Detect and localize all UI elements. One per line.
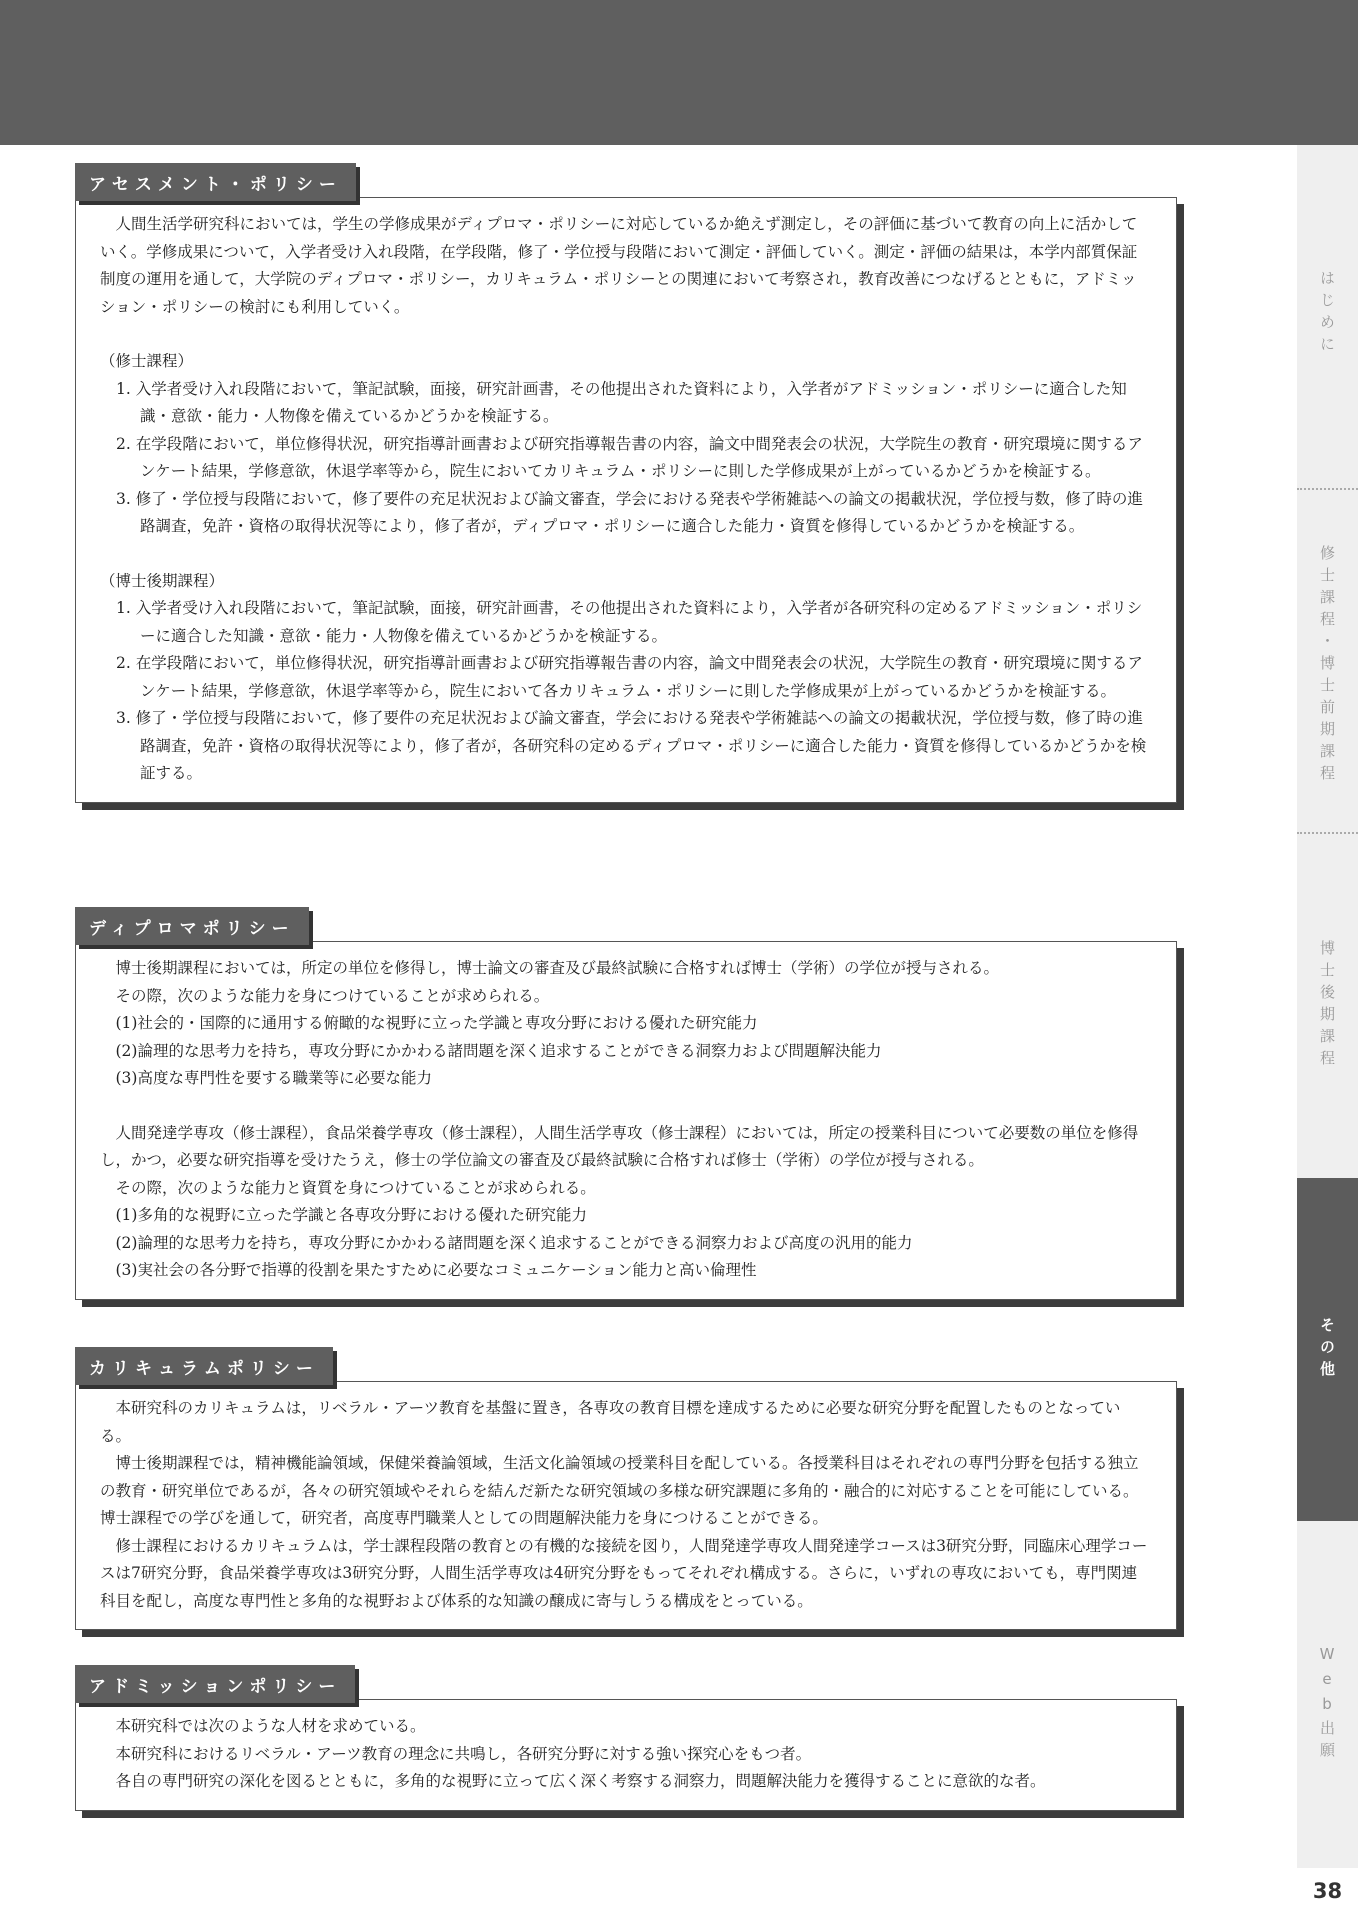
nav-divider	[1297, 832, 1358, 834]
list-item: (1)多角的な視野に立った学識と各専攻分野における優れた研究能力	[115, 1206, 587, 1224]
paragraph: 本研究科のカリキュラムは，リベラル・アーツ教育を基盤に置き，各専攻の教育目標を達成するために必要な研究分野を配置したものとなっている。	[100, 1399, 1121, 1445]
nav-item-label: その他	[1318, 1316, 1336, 1383]
master-criteria-list	[100, 376, 1150, 541]
admission-policy-section	[75, 1665, 1177, 1811]
curriculum-policy-section	[75, 1347, 1177, 1630]
doctor-criteria-list	[100, 595, 1150, 788]
subheading: （修士課程）	[100, 352, 194, 370]
list-item: (2)論理的な思考力を持ち，専攻分野にかかわる諸問題を深く追求することができる洞察力および問題解決能力	[115, 1041, 882, 1060]
section-body	[75, 197, 1177, 803]
list-item: 3. 修了・学位授与段階において，修了要件の充足状況および論文審査，学会における発表や学術雑誌への論文の掲載状況，学位授与数，修了時の進路調査，免許・資格の取得状況等により，修了者が，各研究科の定めるディプロマ・ポリシーに適合した能力・資質を修得しているかどうかを検証する。	[116, 709, 1147, 782]
paragraph: 各自の専門研究の深化を図るとともに，多角的な視野に立って広く深く考察する洞察力，問題解決能力を獲得することに意欲的な者。	[115, 1772, 1046, 1790]
header-band	[0, 0, 1358, 145]
page-number: 38	[1312, 1879, 1343, 1903]
nav-item-label: はじめに	[1318, 270, 1336, 358]
paragraph: 本研究科におけるリベラル・アーツ教育の理念に共鳴し，各研究分野に対する強い探究心をもつ者。	[115, 1744, 812, 1763]
list-item: 1. 入学者受け入れ段階において，筆記試験，面接，研究計画書，その他提出された資料により，入学者が各研究科の定めるアドミッション・ポリシーに適合した知識・意欲・能力・人物像を備えているかどうかを検証する。	[116, 599, 1143, 645]
paragraph: 博士後期課程においては，所定の単位を修得し，博士論文の審査及び最終試験に合格すれば博士（学術）の学位が授与される。	[115, 959, 1000, 977]
nav-item-other[interactable]	[1297, 1178, 1358, 1521]
paragraph: その際，次のような能力を身につけていることが求められる。	[115, 986, 550, 1005]
section-title: ディプロマポリシー	[75, 907, 309, 945]
section-title: カリキュラムポリシー	[75, 1347, 333, 1385]
paragraph: 博士後期課程では，精神機能論領域，保健栄養論領域，生活文化論領域の授業科目を配している。各授業科目はそれぞれの専門分野を包括する独立の教育・研究単位であるが，各々の研究領域やそれらを結んだ新たな研究領域の多様な研究課題に多角的・融合的に対応することを可能にしている。博士課程での学びを通して，研究者，高度専門職業人としての問題解決能力を身につけることができる。	[100, 1454, 1139, 1527]
list-item: 2. 在学段階において，単位修得状況，研究指導計画書および研究指導報告書の内容，論文中間発表会の状況，大学院生の教育・研究環境に関するアンケート結果，学修意欲，休退学率等から，院生において各カリキュラム・ポリシーに則した学修成果が上がっているかどうかを検証する。	[116, 654, 1143, 700]
list-item: (2)論理的な思考力を持ち，専攻分野にかかわる諸問題を深く追求することができる洞察力および高度の汎用的能力	[115, 1233, 913, 1252]
subheading: （博士後期課程）	[100, 571, 225, 590]
list-item: (3)実社会の各分野で指導的役割を果たすために必要なコミュニケーション能力と高い倫理性	[115, 1261, 757, 1279]
nav-item-doctoral-course[interactable]	[1297, 940, 1358, 1090]
section-body	[75, 941, 1177, 1300]
list-item: (1)社会的・国際的に通用する俯瞰的な視野に立った学識と専攻分野における優れた研究能力	[115, 1014, 758, 1032]
nav-item-introduction[interactable]	[1297, 270, 1358, 495]
paragraph: 修士課程におけるカリキュラムは，学士課程段階の教育との有機的な接続を図り，人間発達学専攻人間発達学コースは3研究分野，同臨床心理学コースは7研究分野，食品栄養学専攻は3研究分野，人間生活学専攻は4研究分野をもってそれぞれ構成する。さらに，いずれの専攻においても，専門関連科目を配し，高度な専門性と多角的な視野および体系的な知識の醸成に寄与しうる構成をとっている。	[100, 1536, 1148, 1610]
nav-item-label: 博士後期課程	[1318, 940, 1336, 1072]
nav-item-master-course[interactable]	[1297, 545, 1358, 795]
paragraph: 人間生活学研究科においては，学生の学修成果がディプロマ・ポリシーに対応しているか絶えず測定し，その評価に基づいて教育の向上に活かしていく。学修成果について，入学者受け入れ段階，在学段階，修了・学位授与段階において測定・評価していく。測定・評価の結果は，本学内部質保証制度の運用を通して，大学院のディプロマ・ポリシー，カリキュラム・ポリシーとの関連において考察され，教育改善につなげるとともに，アドミッション・ポリシーの検討にも利用していく。	[100, 215, 1138, 316]
list-item: 3. 修了・学位授与段階において，修了要件の充足状況および論文審査，学会における発表や学術雑誌への論文の掲載状況，学位授与数，修了時の進路調査，免許・資格の取得状況等により，修了者が，ディプロマ・ポリシーに適合した能力・資質を修得しているかどうかを検証する。	[116, 489, 1143, 535]
section-body	[75, 1381, 1177, 1630]
section-title: アセスメント・ポリシー	[75, 163, 356, 201]
section-body	[75, 1699, 1177, 1811]
section-title: アドミッションポリシー	[75, 1665, 355, 1703]
nav-item-label: 修士課程・博士前期課程	[1318, 545, 1336, 787]
side-navigation	[1297, 145, 1358, 1868]
assessment-policy-section	[75, 163, 1177, 803]
paragraph: その際，次のような能力と資質を身につけていることが求められる。	[115, 1178, 596, 1197]
nav-divider	[1297, 488, 1358, 490]
list-item: 2. 在学段階において，単位修得状況，研究指導計画書および研究指導報告書の内容，論文中間発表会の状況，大学院生の教育・研究環境に関するアンケート結果，学修意欲，休退学率等から，院生においてカリキュラム・ポリシーに則した学修成果が上がっているかどうかを検証する。	[116, 434, 1143, 480]
paragraph: 人間発達学専攻（修士課程），食品栄養学専攻（修士課程），人間生活学専攻（修士課程）においては，所定の授業科目について必要数の単位を修得し，かつ，必要な研究指導を受けたうえ，修士の学位論文の審査及び最終試験に合格すれば修士（学術）の学位が授与される。	[100, 1123, 1139, 1169]
list-item: (3)高度な専門性を要する職業等に必要な能力	[115, 1069, 432, 1087]
list-item: 1. 入学者受け入れ段階において，筆記試験，面接，研究計画書，その他提出された資料により，入学者がアドミッション・ポリシーに適合した知識・意欲・能力・人物像を備えているかどうかを検証する。	[116, 379, 1127, 425]
paragraph: 本研究科では次のような人材を求めている。	[115, 1717, 426, 1735]
diploma-policy-section	[75, 907, 1177, 1300]
nav-item-web-application[interactable]	[1297, 1645, 1358, 1795]
nav-item-label: Web出願	[1318, 1645, 1336, 1764]
